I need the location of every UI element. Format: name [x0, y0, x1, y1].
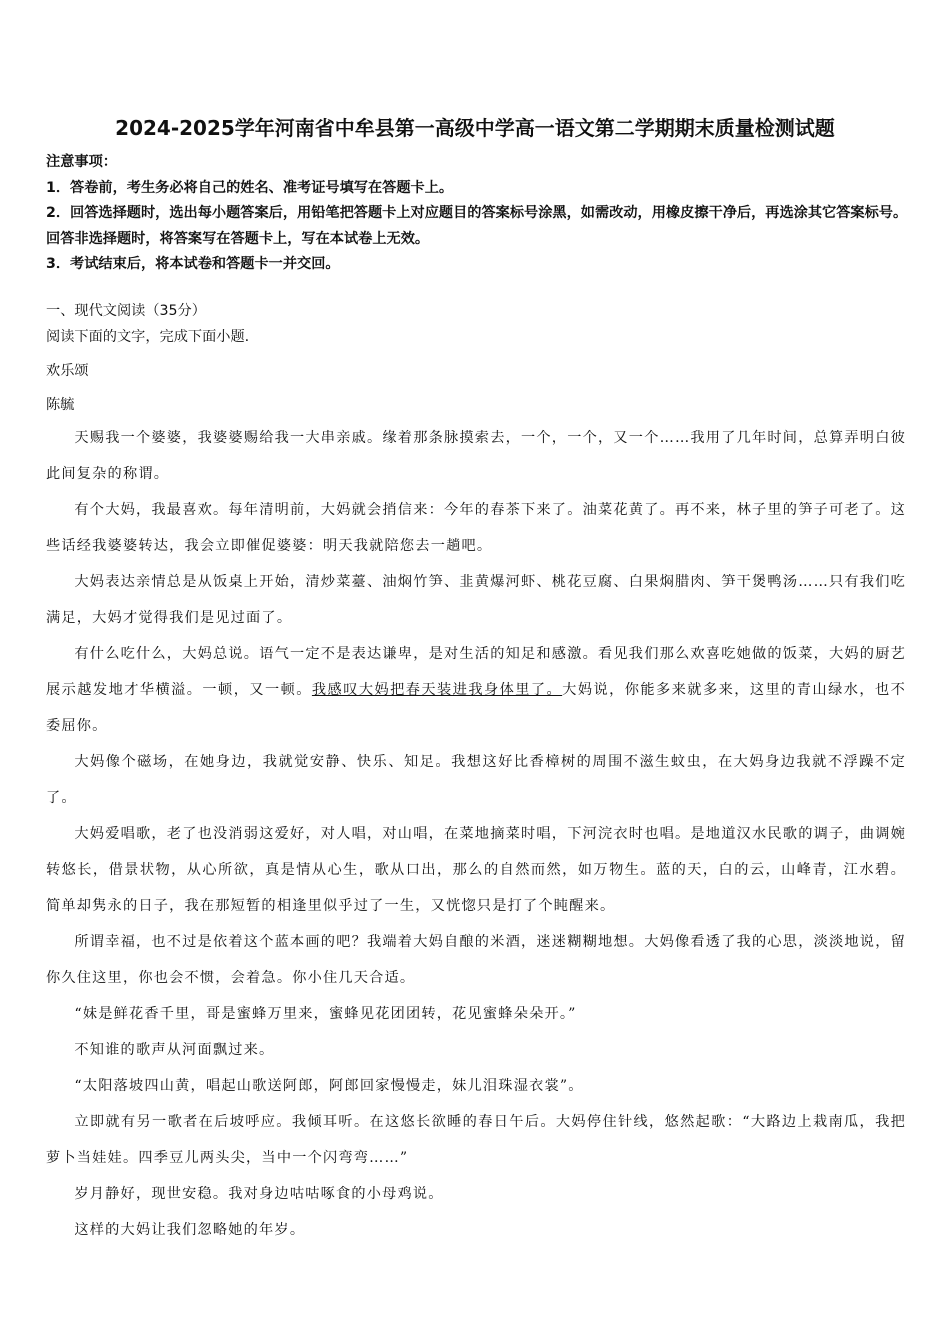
paragraph: 大妈爱唱歌，老了也没消弱这爱好，对人唱，对山唱，在菜地摘菜时唱，下河浣衣时也唱。是地道汉水民歌的调子，曲调婉转悠长，借景状物，从心所欲，真是情从心生，歌从口出，那么的自然而然，如万物生。蓝的天，白的云，山峰青，江水碧。简单却隽永的日子，我在那短暂的相逢里似乎过了一生，又恍惚只是打了个盹醒来。 [46, 826, 906, 914]
page-title: 2024-2025学年河南省中牟县第一高级中学高一语文第二学期期末质量检测试题 [115, 116, 835, 140]
notice-item: 1．答卷前，考生务必将自己的姓名、准考证号填写在答题卡上。 [46, 179, 454, 196]
paragraph: 有个大妈，我最喜欢。每年清明前，大妈就会捎信来：今年的春茶下来了。油菜花黄了。再不来，林子里的笋子可老了。这些话经我婆婆转达，我会立即催促婆婆：明天我就陪您去一趟吧。 [46, 502, 906, 554]
notice-block [46, 150, 911, 278]
paragraph: 大妈表达亲情总是从饭桌上开始，清炒菜薹、油焖竹笋、韭黄爆河虾、桃花豆腐、白果焖腊肉、笋干煲鸭汤……只有我们吃满足，大妈才觉得我们是见过面了。 [46, 574, 906, 626]
paragraph: 所谓幸福，也不过是依着这个蓝本画的吧？我端着大妈自酿的米酒，迷迷糊糊地想。大妈像看透了我的心思，淡淡地说，留你久住这里，你也会不惯，会着急。你小住几天合适。 [46, 934, 906, 986]
paragraph-text: 有什么吃什么，大妈总说。语气一定不是表达谦卑，是对生活的知足和感激。看见我们那么欢喜吃她做的饭菜，大妈的厨艺展示越发地才华横溢。一顿，又一顿。 [46, 646, 906, 698]
notice-item: 3．考试结束后，将本试卷和答题卡一并交回。 [46, 256, 340, 272]
paragraph-text: 大妈说，你能多来就多来，这里的青山绿水，也不委屈你。 [46, 682, 907, 734]
paragraph: 岁月静好，现世安稳。我对身边咕咕啄食的小母鸡说。 [74, 1186, 444, 1202]
notice-item: 2．回答选择题时，选出每小题答案后，用铅笔把答题卡上对应题目的答案标号涂黑，如需改动，用橡皮擦干净后，再选涂其它答案标号。回答非选择题时，将答案写在答题卡上，写在本试卷上无效。 [46, 205, 908, 247]
section-heading: 一、现代文阅读（35分） [46, 303, 206, 319]
paragraph: 天赐我一个婆婆，我婆婆赐给我一大串亲戚。缘着那条脉摸索去，一个，一个，又一个……我用了几年时间，总算弄明白彼此间复杂的称谓。 [46, 430, 906, 482]
paragraph: 立即就有另一歌者在后坡呼应。我倾耳听。在这悠长欲睡的春日午后。大妈停住针线，悠然起歌：“大路边上栽南瓜，我把萝卜当娃娃。四季豆儿两头尖，当中一个闪弯弯……” [46, 1114, 906, 1166]
paragraph: “妹是鲜花香千里，哥是蜜蜂万里来，蜜蜂见花团团转，花见蜜蜂朵朵开。” [74, 1006, 577, 1022]
notice-heading: 注意事项： [46, 154, 117, 170]
paragraph [46, 636, 906, 744]
paragraph: 大妈像个磁场，在她身边，我就觉安静、快乐、知足。我想这好比香樟树的周围不滋生蚊虫，在大妈身边我就不浮躁不定了。 [46, 754, 906, 806]
underlined-sentence: 我感叹大妈把春天装进我身体里了。 [311, 682, 563, 698]
paragraph: 这样的大妈让我们忽略她的年岁。 [74, 1222, 306, 1238]
reading-instruction: 阅读下面的文字，完成下面小题. [46, 329, 250, 345]
paragraph: “太阳落坡四山黄，唱起山歌送阿郎，阿郎回家慢慢走，妹儿泪珠湿衣裳”。 [74, 1078, 584, 1094]
article-body [46, 420, 906, 1248]
paragraph: 不知谁的歌声从河面飘过来。 [74, 1042, 275, 1058]
article-author: 陈毓 [46, 397, 75, 413]
article-title: 欢乐颂 [46, 363, 89, 379]
